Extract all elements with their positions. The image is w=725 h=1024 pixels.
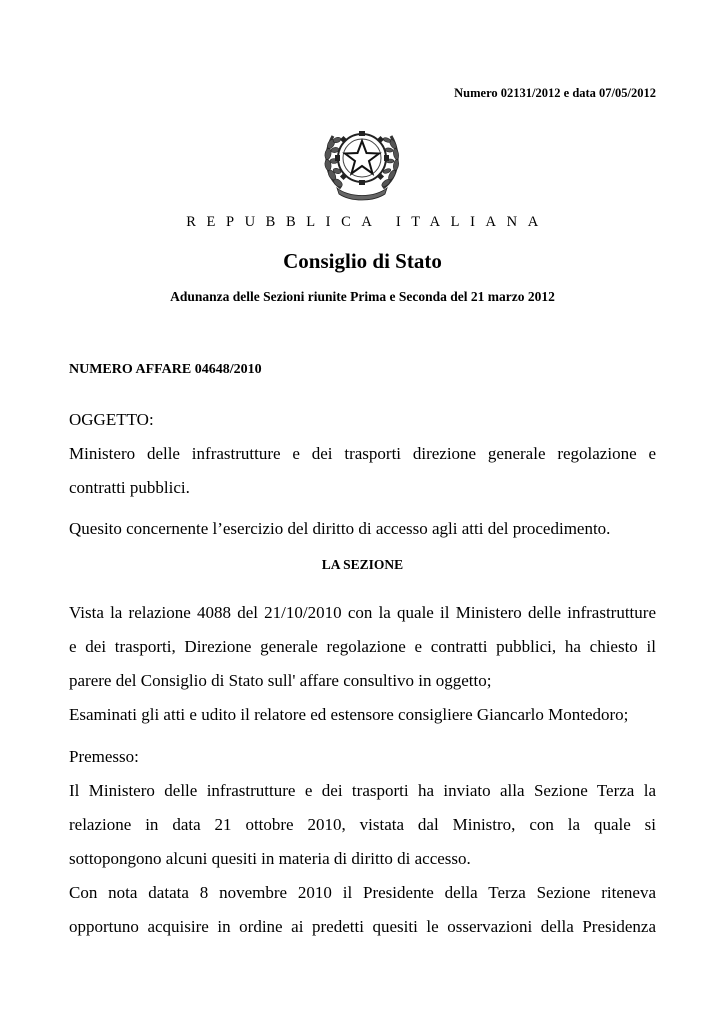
- section-heading: LA SEZIONE: [321, 557, 404, 572]
- vista-line: Esaminati gli atti e udito il relatore ed estensore consigliere Giancarlo Montedoro;: [69, 705, 629, 724]
- premesso-line: Il Ministero delle infrastrutture e dei trasporti ha inviato alla Sezione Terza la: [69, 781, 656, 800]
- oggetto-block: [69, 403, 656, 505]
- premesso-line: sottopongono alcuni quesiti in materia di diritto di accesso.: [69, 849, 471, 868]
- italian-republic-emblem-icon: [319, 118, 405, 202]
- vista-paragraph: [69, 596, 656, 732]
- oggetto-question: [69, 512, 656, 546]
- question-text: Quesito concernente l’esercizio del diritto di accesso agli atti del procedimento.: [69, 519, 611, 538]
- premesso-line: relazione in data 21 ottobre 2010, vistata dal Ministro, con la quale si: [69, 815, 656, 834]
- oggetto-line: contratti pubblici.: [69, 478, 190, 497]
- document-number: Numero 02131/2012 e data 07/05/2012: [454, 86, 656, 100]
- premesso-label: Premesso:: [69, 747, 139, 766]
- premesso-paragraph: [69, 740, 656, 944]
- affair-number: NUMERO AFFARE 04648/2010: [69, 362, 262, 377]
- vista-line: Vista la relazione 4088 del 21/10/2010 con la quale il Ministero delle infrastrutture: [69, 603, 656, 622]
- council-title: Consiglio di Stato: [283, 249, 442, 273]
- republic-title: REPUBBLICA ITALIANA: [186, 214, 549, 230]
- premesso-line: Con nota datata 8 novembre 2010 il Presidente della Terza Sezione riteneva: [69, 883, 656, 902]
- premesso-line: opportuno acquisire in ordine ai predetti quesiti le osservazioni della Presidenza: [69, 917, 656, 936]
- session-subtitle: Adunanza delle Sezioni riunite Prima e Seconda del 21 marzo 2012: [170, 289, 555, 304]
- oggetto-label: OGGETTO:: [69, 410, 154, 429]
- oggetto-line: Ministero delle infrastrutture e dei trasporti direzione generale regolazione e: [69, 444, 656, 463]
- vista-line: e dei trasporti, Direzione generale regolazione e contratti pubblici, ha chiesto il: [69, 637, 656, 656]
- vista-line: parere del Consiglio di Stato sull' affare consultivo in oggetto;: [69, 671, 492, 690]
